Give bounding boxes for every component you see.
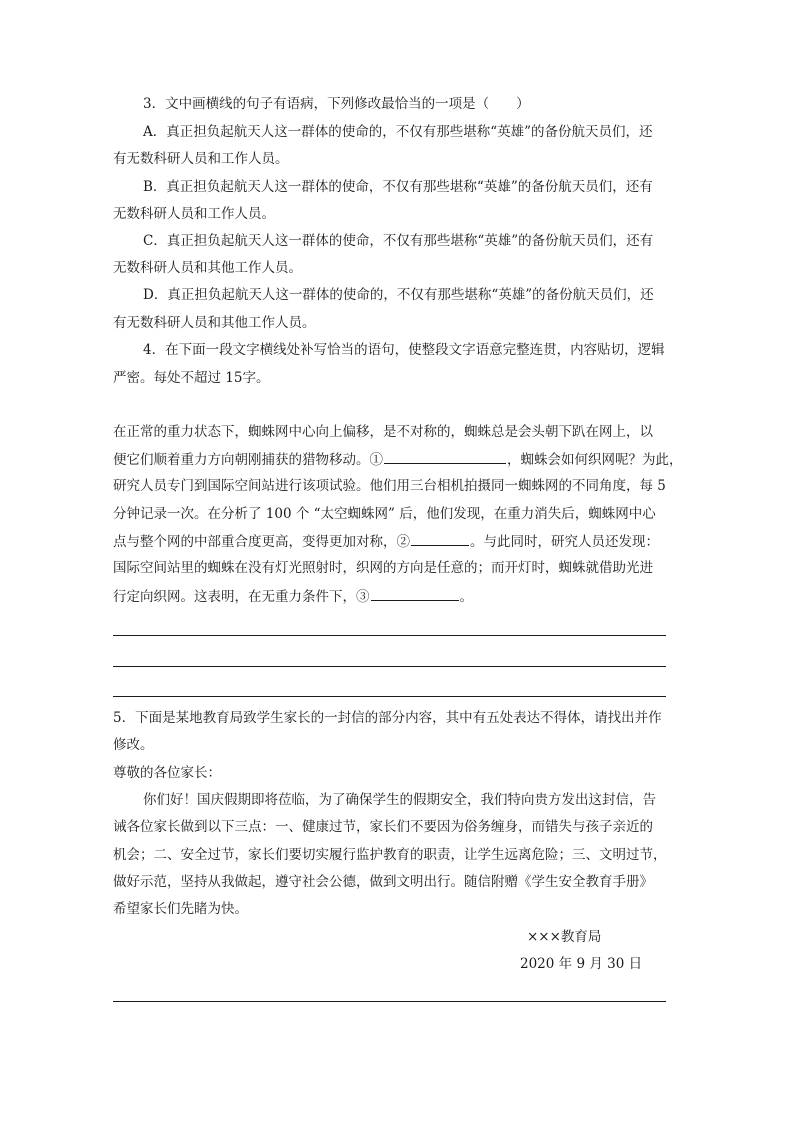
q4-passage-line7 xyxy=(113,586,473,607)
q4-passage-line5-before: 点与整个网的中部重合度更高，变得更加对称，② xyxy=(113,534,410,550)
q3-option-a-line2: 有无数科研人员和工作人员。 xyxy=(113,151,289,167)
q4-passage-line3: 研究人员专门到国际空间站进行该项试验。他们用三台相机拍摄同一蜘蛛网的不同角度，每 5 xyxy=(113,478,666,494)
q4-stem-line2: 严密。每处不超过 15字。 xyxy=(113,370,270,386)
letter-salutation: 尊敬的各位家长： xyxy=(113,765,221,781)
q4-passage-line6: 国际空间站里的蜘蛛在没有灯光照射时，织网的方向是任意的；而开灯时，蜘蛛就借助光进 xyxy=(113,560,653,576)
q4-passage-line7-after: 。 xyxy=(459,589,473,605)
q4-passage-line1: 在正常的重力状态下，蜘蛛网中心向上偏移，是不对称的，蜘蛛总是会头朝下趴在网上，以 xyxy=(113,424,653,440)
q4-passage-line2 xyxy=(113,449,683,470)
q3-option-a-line1: A．真正担负起航天人这一群体的使命的，不仅有那些堪称“英雄”的备份航天员们，还 xyxy=(143,124,653,140)
q3-option-b-line2: 无数科研人员和工作人员。 xyxy=(113,206,275,222)
q4-stem-line1: 4．在下面一段文字横线处补写恰当的语句，使整段文字语意完整连贯，内容贴切，逻辑 xyxy=(143,342,665,358)
q4-passage-line5-after: 。与此同时，研究人员还发现： xyxy=(470,534,659,550)
q5-stem-line1: 5．下面是某地教育局致学生家长的一封信的部分内容，其中有五处表达不得体，请找出并作 xyxy=(113,710,662,726)
q4-passage-line2-after: ，蜘蛛会如何织网呢？为此， xyxy=(507,452,683,468)
q3-option-b-line1: B．真正担负起航天人这一群体的使命，不仅有那些堪称“英雄”的备份航天员们，还有 xyxy=(143,179,653,195)
answer-line-2[interactable] xyxy=(113,666,666,667)
q5-stem-line2: 修改。 xyxy=(113,737,154,753)
blank-1[interactable] xyxy=(384,449,506,464)
q3-option-c-line1: C．真正担负起航天人这一群体的使命，不仅有那些堪称“英雄”的备份航天员们，还有 xyxy=(143,233,654,249)
q3-option-d-line1: D．真正担负起航天人这一群体的使命的，不仅有那些堪称“英雄”的备份航天员们，还 xyxy=(143,287,654,303)
answer-line-4[interactable] xyxy=(113,1001,666,1002)
q4-passage-line4: 分钟记录一次。在分析了 100 个 “太空蜘蛛网” 后，他们发现，在重力消失后，蜘蛛网中心 xyxy=(113,506,656,522)
q3-stem: 3．文中画横线的句子有语病，下列修改最恰当的一项是（ ） xyxy=(143,96,530,112)
q3-option-d-line2: 有无数科研人员和其他工作人员。 xyxy=(113,315,316,331)
letter-date: 2020 年 9 月 30 日 xyxy=(520,956,643,972)
letter-line1: 你们好！国庆假期即将莅临，为了确保学生的假期安全，我们特向贵方发出这封信，告 xyxy=(143,792,656,808)
q3-option-c-line2: 无数科研人员和其他工作人员。 xyxy=(113,260,302,276)
letter-line3: 机会；二、安全过节，家长们要切实履行监护教育的职责，让学生远离危险；三、文明过节， xyxy=(113,847,667,863)
letter-line5: 希望家长们先睹为快。 xyxy=(113,901,248,917)
letter-line2: 诫各位家长做到以下三点：一、健康过节，家长们不要因为俗务缠身，而错失与孩子亲近的 xyxy=(113,819,653,835)
answer-line-3[interactable] xyxy=(113,696,666,697)
q4-passage-line7-before: 行定向织网。这表明，在无重力条件下，③ xyxy=(113,589,370,605)
blank-2[interactable] xyxy=(411,531,469,546)
q4-passage-line2-before: 便它们顺着重力方向朝刚捕获的猎物移动。① xyxy=(113,452,383,468)
blank-3[interactable] xyxy=(371,586,459,601)
letter-line4: 做好示范，坚持从我做起，遵守社会公德，做到文明出行。随信附赠《学生安全教育手册》 xyxy=(113,874,653,890)
answer-line-1[interactable] xyxy=(113,635,666,636)
q4-passage-line5 xyxy=(113,531,659,552)
letter-signature: ×××教育局 xyxy=(527,929,602,945)
